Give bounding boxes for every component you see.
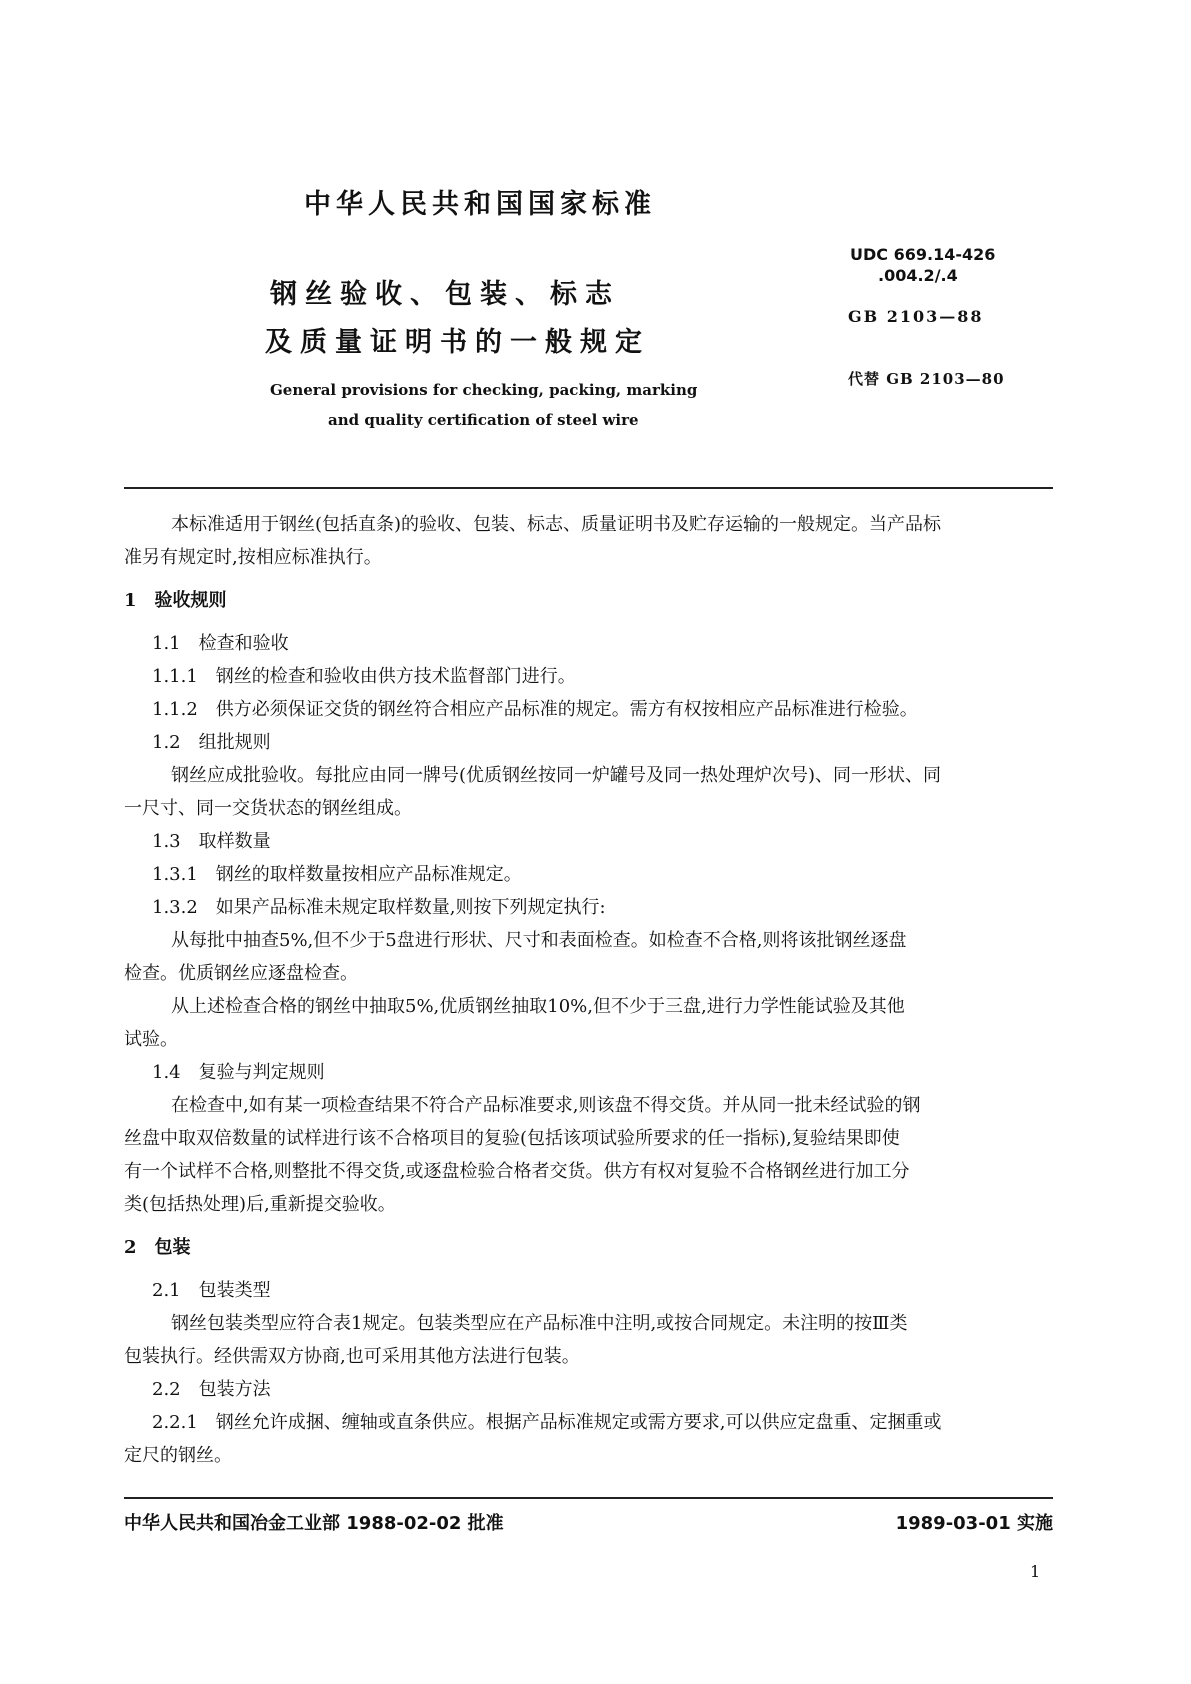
section-1-2-heading: 1.2 组批规则 (152, 732, 271, 753)
english-title-line2: and quality certification of steel wire (328, 411, 639, 429)
document-title-line2: 及质量证明书的一般规定 (265, 327, 650, 358)
top-divider (124, 487, 1053, 489)
section-2-1-heading: 2.1 包装类型 (152, 1280, 271, 1301)
section-2-2-heading: 2.2 包装方法 (152, 1379, 271, 1400)
udc-code-line1: UDC 669.14-426 (850, 245, 996, 264)
english-title-line1: General provisions for checking, packing, marking (270, 381, 698, 399)
clause-2-1-text-cont: 包装执行。经供需双方协商,也可采用其他方法进行包装。 (124, 1346, 580, 1367)
section-1-4-heading: 1.4 复验与判定规则 (152, 1062, 325, 1083)
clause-1-3-2: 1.3.2 如果产品标准未规定取样数量,则按下列规定执行: (152, 897, 606, 918)
clause-1-2-text-cont: 一尺寸、同一交货状态的钢丝组成。 (124, 798, 412, 819)
clause-1-4-text-cont3: 类(包括热处理)后,重新提交验收。 (124, 1194, 396, 1215)
udc-code-line2: .004.2/.4 (878, 266, 958, 285)
section-1-1-heading: 1.1 检查和验收 (152, 633, 289, 654)
document-body (124, 508, 1054, 1472)
clause-1-4-text-cont2: 有一个试样不合格,则整批不得交货,或逐盘检验合格者交货。供方有权对复验不合格钢丝进行加工分 (124, 1161, 910, 1182)
clause-1-1-2: 1.1.2 供方必须保证交货的钢丝符合相应产品标准的规定。需方有权按相应产品标准进行检验。 (152, 699, 918, 720)
intro-paragraph-cont: 准另有规定时,按相应标准执行。 (124, 547, 382, 568)
clause-2-2-1-cont: 定尺的钢丝。 (124, 1445, 232, 1466)
intro-paragraph: 本标准适用于钢丝(包括直条)的验收、包装、标志、质量证明书及贮存运输的一般规定。当产品标 (171, 514, 942, 535)
document-title-line1: 钢丝验收、包装、标志 (270, 279, 620, 310)
clause-2-1-text: 钢丝包装类型应符合表1规定。包装类型应在产品标准中注明,或按合同规定。未注明的按Ⅲ类 (171, 1313, 908, 1334)
clause-1-4-text-cont1: 丝盘中取双倍数量的试样进行该不合格项目的复验(包括该项试验所要求的任一指标),复验结果即使 (124, 1128, 900, 1149)
standard-title: 中华人民共和国国家标准 (304, 189, 656, 220)
replaces-standard: 代替 GB 2103—80 (848, 370, 1005, 388)
section-1-3-heading: 1.3 取样数量 (152, 831, 271, 852)
clause-1-3-2-text2-cont: 试验。 (124, 1029, 178, 1050)
clause-2-2-1: 2.2.1 钢丝允许成捆、缠轴或直条供应。根据产品标准规定或需方要求,可以供应定盘重、定捆重或 (152, 1412, 942, 1433)
clause-1-3-1: 1.3.1 钢丝的取样数量按相应产品标准规定。 (152, 864, 522, 885)
section-1-heading: 1 验收规则 (124, 590, 227, 611)
clause-1-3-2-text2: 从上述检查合格的钢丝中抽取5%,优质钢丝抽取10%,但不少于三盘,进行力学性能试验及其他 (171, 996, 905, 1017)
clause-1-4-text: 在检查中,如有某一项检查结果不符合产品标准要求,则该盘不得交货。并从同一批未经试验的钢 (171, 1095, 921, 1116)
effective-date: 1989-03-01 实施 (895, 1513, 1053, 1534)
clause-1-3-2-text1-cont: 检查。优质钢丝应逐盘检查。 (124, 963, 358, 984)
clause-1-1-1: 1.1.1 钢丝的检查和验收由供方技术监督部门进行。 (152, 666, 576, 687)
clause-1-2-text: 钢丝应成批验收。每批应由同一牌号(优质钢丝按同一炉罐号及同一热处理炉次号)、同一形状、同 (171, 765, 942, 786)
bottom-divider (124, 1497, 1053, 1499)
section-2-heading: 2 包装 (124, 1237, 191, 1258)
approval-statement: 中华人民共和国冶金工业部 1988-02-02 批准 (124, 1513, 504, 1534)
gb-number: GB 2103—88 (848, 307, 984, 326)
page-number: 1 (1030, 1562, 1041, 1581)
clause-1-3-2-text1: 从每批中抽查5%,但不少于5盘进行形状、尺寸和表面检查。如检查不合格,则将该批钢丝逐盘 (171, 930, 907, 951)
